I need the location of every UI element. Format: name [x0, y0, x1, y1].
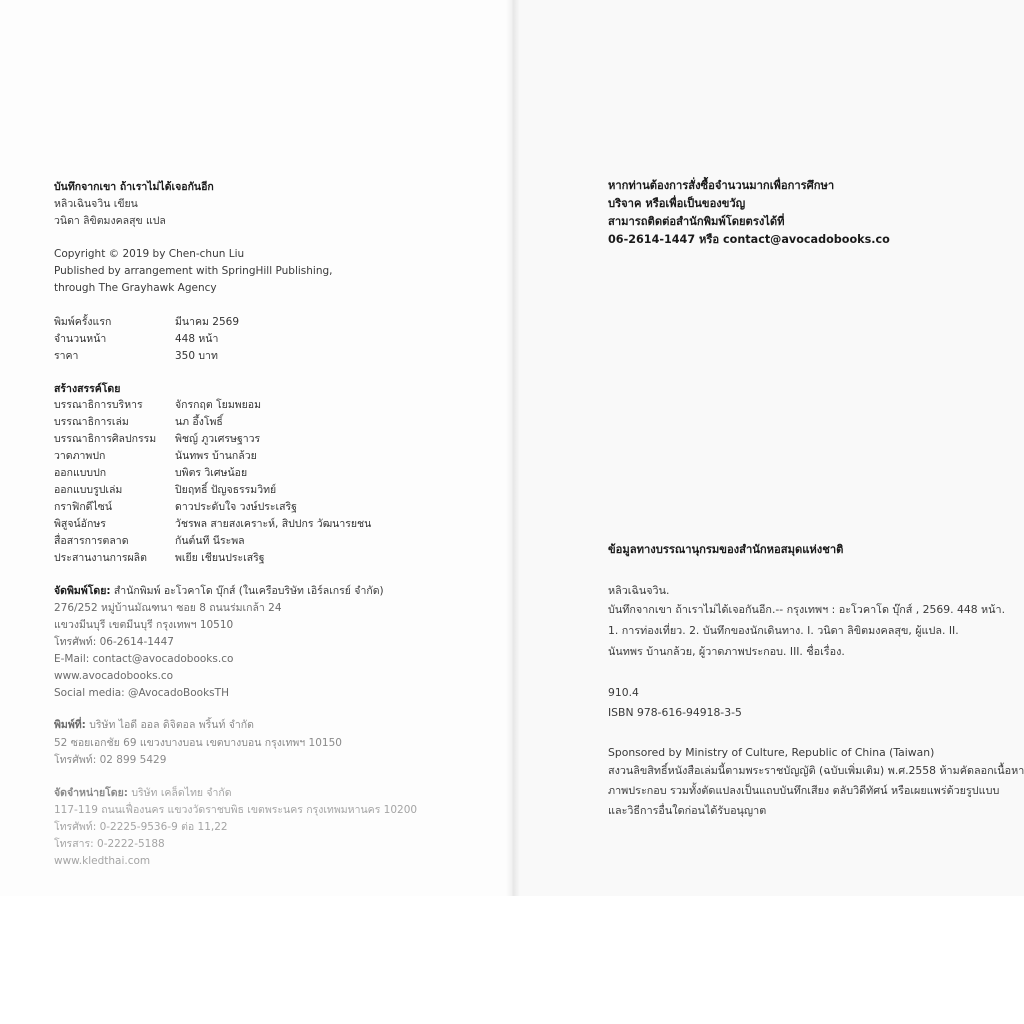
- printer-line: 52 ซอยเอกชัย 69 แขวงบางบอน เขตบางบอน กรุงเทพฯ 10150: [54, 737, 342, 749]
- credit-name: วัชรพล สายสงเคราะห์, สิปปกร วัฒนารยชน: [175, 518, 372, 530]
- publisher-line: 276/252 หมู่บ้านมัณฑนา ซอย 8 ถนนร่มเกล้า 24: [54, 602, 282, 614]
- publisher-line: E-Mail: contact@avocadobooks.co: [54, 653, 234, 665]
- credit-name: ดาวประดับใจ วงษ์ประเสริฐ: [175, 501, 297, 513]
- credit-role: บรรณาธิการบริหาร: [54, 399, 143, 411]
- credits-heading: สร้างสรรค์โดย: [54, 383, 121, 395]
- copyright-line: Published by arrangement with SpringHill Publishing,: [54, 265, 333, 277]
- distributor-line: โทรศัพท์: 0-2225-9536-9 ต่อ 11,22: [54, 821, 228, 833]
- publisher-line: แขวงมีนบุรี เขตมีนบุรี กรุงเทพฯ 10510: [54, 619, 234, 631]
- printer-label: พิมพ์ที่:: [54, 719, 86, 731]
- catalog-heading: ข้อมูลทางบรรณานุกรมของสำนักหอสมุดแห่งชาติ: [608, 543, 844, 556]
- classification-number: 910.4: [608, 686, 639, 699]
- credit-name: นภ อึ้งโพธิ์: [175, 416, 223, 428]
- book-title: บันทึกจากเขา ถ้าเราไม่ได้เจอกันอีก: [54, 181, 214, 193]
- credit-role: ออกแบบรูปเล่ม: [54, 484, 123, 496]
- order-contact: 06-2614-1447 หรือ contact@avocadobooks.co: [608, 233, 890, 246]
- credit-name: กันต์นที นีระพล: [175, 535, 245, 547]
- distributor-line: www.kledthai.com: [54, 855, 151, 867]
- printer-line: โทรศัพท์: 02 899 5429: [54, 754, 167, 766]
- isbn: ISBN 978-616-94918-3-5: [608, 706, 742, 719]
- catalog-line: 1. การท่องเที่ยว. 2. บันทึกของนักเดินทาง. I. วนิดา ลิขิตมงคลสุข, ผู้แปล. II.: [608, 624, 959, 637]
- translator-credit: วนิดา ลิขิตมงคลสุข แปล: [54, 215, 166, 227]
- credit-role: ออกแบบปก: [54, 467, 107, 479]
- order-info-line: บริจาค หรือเพื่อเป็นของขวัญ: [608, 197, 746, 210]
- distributor-line: 117-119 ถนนเฟื่องนคร แขวงวัดราชบพิธ เขตพระนคร กรุงเทพมหานคร 10200: [54, 804, 418, 816]
- publisher-name: สำนักพิมพ์ อะโวคาโด บุ๊กส์ (ในเครือบริษัท เอิร์ลเกรย์ จำกัด): [113, 585, 384, 597]
- distributor-line: โทรสาร: 0-2222-5188: [54, 838, 165, 850]
- print-info-label: จำนวนหน้า: [54, 333, 107, 345]
- credit-name: นันทพร บ้านกล้วย: [175, 450, 257, 462]
- order-info-line: สามารถติดต่อสำนักพิมพ์โดยตรงได้ที่: [608, 215, 785, 228]
- credit-role: สื่อสารการตลาด: [54, 535, 129, 547]
- book-gutter: [506, 0, 520, 896]
- distributor-block-title: [54, 786, 232, 800]
- distributor-label: จัดจำหน่ายโดย:: [54, 787, 128, 799]
- rights-line: และวิธีการอื่นใดก่อนได้รับอนุญาต: [608, 804, 767, 817]
- publisher-line: Social media: @AvocadoBooksTH: [54, 687, 229, 699]
- print-info-value: มีนาคม 2569: [175, 316, 239, 328]
- background-below-pages: [0, 896, 1024, 1024]
- credit-name: จักรกฤต โยมพยอม: [175, 399, 262, 411]
- publisher-line: โทรศัพท์: 06-2614-1447: [54, 636, 174, 648]
- catalog-line: นันทพร บ้านกล้วย, ผู้วาดภาพประกอบ. III. ชื่อเรื่อง.: [608, 645, 845, 658]
- left-page: [0, 0, 512, 896]
- order-info-line: หากท่านต้องการสั่งซื้อจำนวนมากเพื่อการศึกษา: [608, 179, 835, 192]
- print-info-label: พิมพ์ครั้งแรก: [54, 316, 112, 328]
- author-credit: หลิวเฉินจวิน เขียน: [54, 198, 138, 210]
- print-info-value: 350 บาท: [175, 350, 218, 362]
- credit-role: พิสูจน์อักษร: [54, 518, 106, 530]
- credit-role: บรรณาธิการเล่ม: [54, 416, 129, 428]
- publisher-line: www.avocadobooks.co: [54, 670, 174, 682]
- catalog-line: บันทึกจากเขา ถ้าเราไม่ได้เจอกันอีก.-- กรุงเทพฯ : อะโวคาโด บุ๊กส์ , 2569. 448 หน้า.: [608, 603, 1006, 616]
- rights-line: ภาพประกอบ รวมทั้งตัดแปลงเป็นแถบบันทึกเสียง ตลับวิดีทัศน์ หรือเผยแพร่ด้วยรูปแบบ: [608, 784, 1000, 797]
- publisher-label: จัดพิมพ์โดย:: [54, 585, 111, 597]
- print-info-value: 448 หน้า: [175, 333, 219, 345]
- credit-name: พเยีย เชียนประเสริฐ: [175, 552, 265, 564]
- rights-line: สงวนลิขสิทธิ์หนังสือเล่มนี้ตามพระราชบัญญัติ (ฉบับเพิ่มเติม) พ.ศ.2558 ห้ามคัดลอกเนื้อหา: [608, 764, 1024, 777]
- right-page: [512, 0, 1024, 896]
- credit-name: บพิตร วิเศษน้อย: [175, 467, 248, 479]
- credit-role: กราฟิกดีไซน์: [54, 501, 113, 513]
- copyright-line: Copyright © 2019 by Chen-chun Liu: [54, 248, 245, 260]
- printer-block-title: [54, 718, 254, 732]
- publisher-block-title: [54, 584, 384, 598]
- sponsor-line: Sponsored by Ministry of Culture, Republic of China (Taiwan): [608, 746, 935, 759]
- credit-name: พิชญ์ ภูวเศรษฐาวร: [175, 433, 261, 445]
- print-info-label: ราคา: [54, 350, 79, 362]
- printer-name: บริษัท ไอดี ออล ดิจิตอล พริ้นท์ จำกัด: [89, 719, 254, 731]
- credit-role: บรรณาธิการศิลปกรรม: [54, 433, 157, 445]
- credit-role: ประสานงานการผลิต: [54, 552, 147, 564]
- credit-name: ปิยฤทธิ์ ปัญจธรรมวิทย์: [175, 484, 277, 496]
- distributor-name: บริษัท เคล็ดไทย จำกัด: [131, 787, 232, 799]
- credit-role: วาดภาพปก: [54, 450, 106, 462]
- copyright-line: through The Grayhawk Agency: [54, 282, 217, 294]
- catalog-author: หลิวเฉินจวิน.: [608, 584, 670, 597]
